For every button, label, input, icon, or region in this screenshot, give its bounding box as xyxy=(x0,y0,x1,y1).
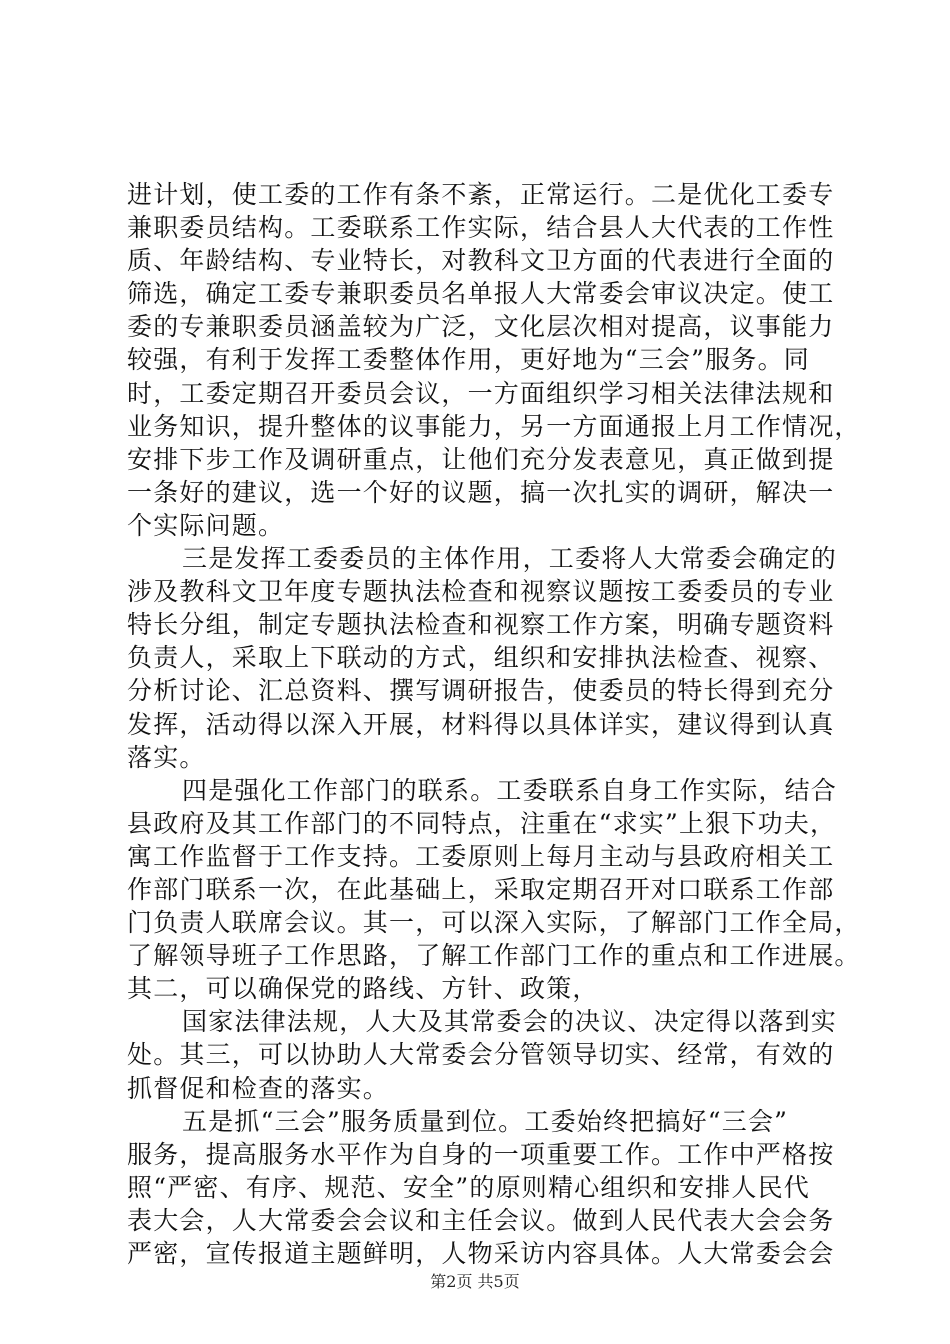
text-line: 委的专兼职委员涵盖较为广泛，文化层次相对提高，议事能力 xyxy=(127,312,835,342)
text-line: 发挥，活动得以深入开展，材料得以具体详实，建议得到认真 xyxy=(127,709,835,739)
text-line: 其二，可以确保党的路线、方针、政策， xyxy=(127,974,599,1004)
text-line: 特长分组，制定专题执法检查和视察工作方案，明确专题资料 xyxy=(127,610,835,640)
text-line: 五是抓“三会”服务质量到位。工委始终把搞好“三会” xyxy=(182,1106,789,1136)
text-line: 较强，有利于发挥工委整体作用，更好地为“三会”服务。同 xyxy=(127,345,810,375)
text-line: 服务，提高服务水平作为自身的一项重要工作。工作中严格按 xyxy=(127,1139,835,1169)
text-line: 安排下步工作及调研重点，让他们充分发表意见，真正做到提 xyxy=(127,444,835,474)
text-line: 一条好的建议，选一个好的议题，搞一次扎实的调研，解决一 xyxy=(127,477,835,507)
text-line: 涉及教科文卫年度专题执法检查和视察议题按工委委员的专业 xyxy=(127,577,835,607)
text-line: 门负责人联席会议。其一，可以深入实际，了解部门工作全局， xyxy=(127,908,861,938)
text-line: 落实。 xyxy=(127,742,206,772)
text-line: 抓督促和检查的落实。 xyxy=(127,1073,390,1103)
text-line: 进计划，使工委的工作有条不紊，正常运行。二是优化工委专 xyxy=(127,180,835,209)
text-line: 严密，宣传报道主题鲜明，人物采访内容具体。人大常委会会 xyxy=(127,1239,835,1268)
page-footer: 第2页 共5页 xyxy=(430,1272,520,1291)
text-line: 处。其三，可以协助人大常委会分管领导切实、经常，有效的 xyxy=(127,1040,835,1070)
text-line: 负责人，采取上下联动的方式，组织和安排执法检查、视察、 xyxy=(127,643,835,673)
text-line: 县政府及其工作部门的不同特点，注重在“求实”上狠下功夫， xyxy=(127,808,837,838)
text-line: 照“严密、有序、规范、安全”的原则精心组织和安排人民代 xyxy=(127,1172,810,1202)
text-line: 兼职委员结构。工委联系工作实际，结合县人大代表的工作性 xyxy=(127,213,835,243)
text-line: 寓工作监督于工作支持。工委原则上每月主动与县政府相关工 xyxy=(127,841,835,871)
text-line: 时，工委定期召开委员会议，一方面组织学习相关法律法规和 xyxy=(127,378,835,408)
text-line: 四是强化工作部门的联系。工委联系自身工作实际，结合 xyxy=(182,775,838,805)
text-line: 表大会，人大常委会会议和主任会议。做到人民代表大会会务 xyxy=(127,1205,835,1235)
text-line: 国家法律法规，人大及其常委会的决议、决定得以落到实 xyxy=(182,1007,838,1037)
text-line: 分析讨论、汇总资料、撰写调研报告，使委员的特长得到充分 xyxy=(127,676,835,706)
text-line: 了解领导班子工作思路，了解工作部门工作的重点和工作进展。 xyxy=(127,941,861,971)
text-line: 个实际问题。 xyxy=(127,510,285,540)
text-line: 作部门联系一次，在此基础上，采取定期召开对口联系工作部 xyxy=(127,874,835,904)
text-line: 筛选，确定工委专兼职委员名单报人大常委会审议决定。使工 xyxy=(127,279,835,309)
text-line: 质、年龄结构、专业特长，对教科文卫方面的代表进行全面的 xyxy=(127,246,835,276)
text-line: 业务知识，提升整体的议事能力，另一方面通报上月工作情况， xyxy=(127,411,861,441)
text-line: 三是发挥工委委员的主体作用，工委将人大常委会确定的 xyxy=(182,544,838,574)
document-body xyxy=(127,178,861,1270)
